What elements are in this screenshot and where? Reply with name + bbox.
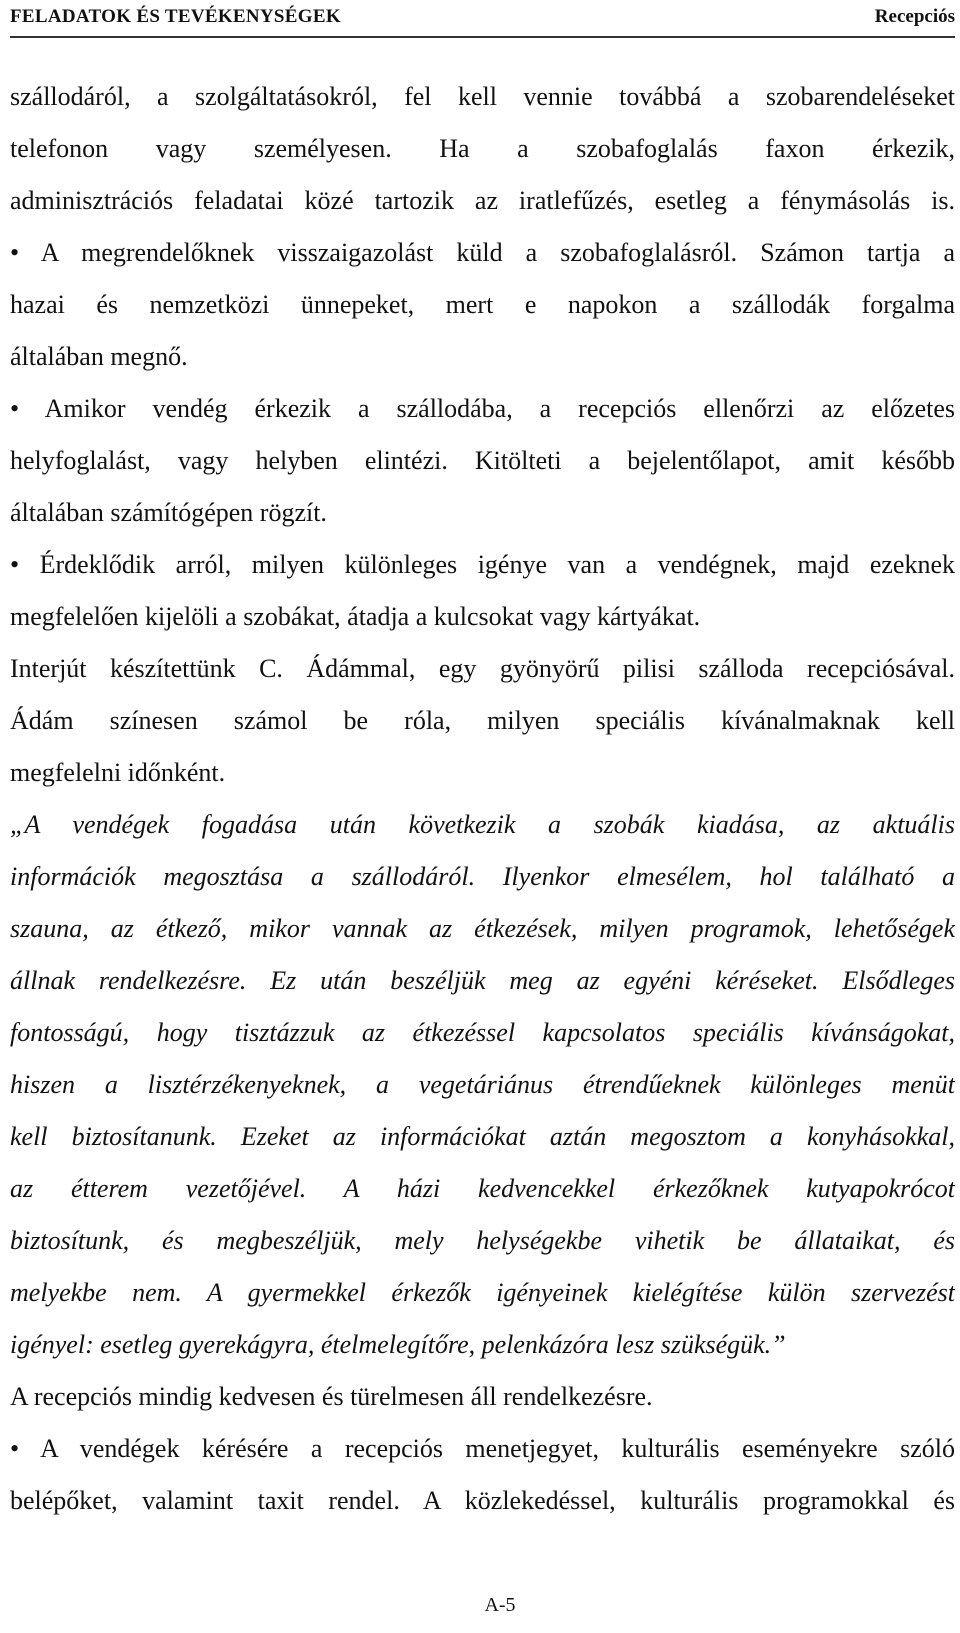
text-line: szállodáról, a szolgáltatásokról, fel kell vennie továbbá a szobarendeléseket [10,82,955,111]
quote-line: fontosságú, hogy tisztázzuk az étkezéssel kapcsolatos speciális kívánságokat, [10,1018,955,1047]
quote-line: információk megosztása a szállodáról. Ilyenkor elmesélem, hol található a [10,862,955,891]
text-line: általában megnő. [10,342,188,371]
text-line: telefonon vagy személyesen. Ha a szobafoglalás faxon érkezik, [10,134,955,163]
quote-line: biztosítunk, és megbeszéljük, mely helységekbe vihetik be állataikat, és [10,1226,955,1255]
text-line: Interjút készítettünk C. Ádámmal, egy gyönyörű pilisi szálloda recepciósával. [10,654,955,683]
text-line: Ádám színesen számol be róla, milyen speciális kívánalmaknak kell [10,706,955,735]
quote-line: igényel: esetleg gyerekágyra, ételmelegítőre, pelenkázóra lesz szükségük.” [10,1330,786,1359]
text-line: helyfoglalást, vagy helyben elintézi. Kitölteti a bejelentőlapot, amit később [10,446,955,475]
text-line: • A megrendelőknek visszaigazolást küld a szobafoglalásról. Számon tartja a [10,238,955,267]
text-line: hazai és nemzetközi ünnepeket, mert e napokon a szállodák forgalma [10,290,955,319]
quote-line: szauna, az étkező, mikor vannak az étkezések, milyen programok, lehetőségek [10,914,955,943]
header-chapter-title: Recepciós [874,6,955,27]
body-text [10,71,955,1527]
text-line: adminisztrációs feladatai közé tartozik az iratlefűzés, esetleg a fénymásolás is. [10,186,955,215]
text-line: • A vendégek kérésére a recepciós menetjegyet, kulturális eseményekre szóló [10,1434,955,1463]
quote-line: állnak rendelkezésre. Ez után beszéljük meg az egyéni kéréseket. Elsődleges [10,966,955,995]
page-header [10,2,955,38]
text-line: belépőket, valamint taxit rendel. A közlekedéssel, kulturális programokkal és [10,1486,955,1515]
quote-line: az étterem vezetőjével. A házi kedvencekkel érkezőknek kutyapokrócot [10,1174,955,1203]
quote-line: melyekbe nem. A gyermekkel érkezők igényeinek kielégítése külön szervezést [10,1278,955,1307]
quote-line: hiszen a lisztérzékenyeknek, a vegetáriánus étrendűeknek különleges menüt [10,1070,955,1099]
quote-line: „A vendégek fogadása után következik a szobák kiadása, az aktuális [10,810,955,839]
text-line: megfelelően kijelöli a szobákat, átadja a kulcsokat vagy kártyákat. [10,602,701,631]
text-line: megfelelni időnként. [10,758,226,787]
header-section-title: FELADATOK ÉS TEVÉKENYSÉGEK [10,6,341,27]
text-line: • Érdeklődik arról, milyen különleges igénye van a vendégnek, majd ezeknek [10,550,955,579]
quote-line: kell biztosítanunk. Ezeket az információkat aztán megosztom a konyhásokkal, [10,1122,955,1151]
text-line: általában számítógépen rögzít. [10,498,327,527]
text-line: A recepciós mindig kedvesen és türelmesen áll rendelkezésre. [10,1382,653,1411]
text-line: • Amikor vendég érkezik a szállodába, a recepciós ellenőrzi az előzetes [10,394,955,423]
page-number: A-5 [484,1594,516,1616]
